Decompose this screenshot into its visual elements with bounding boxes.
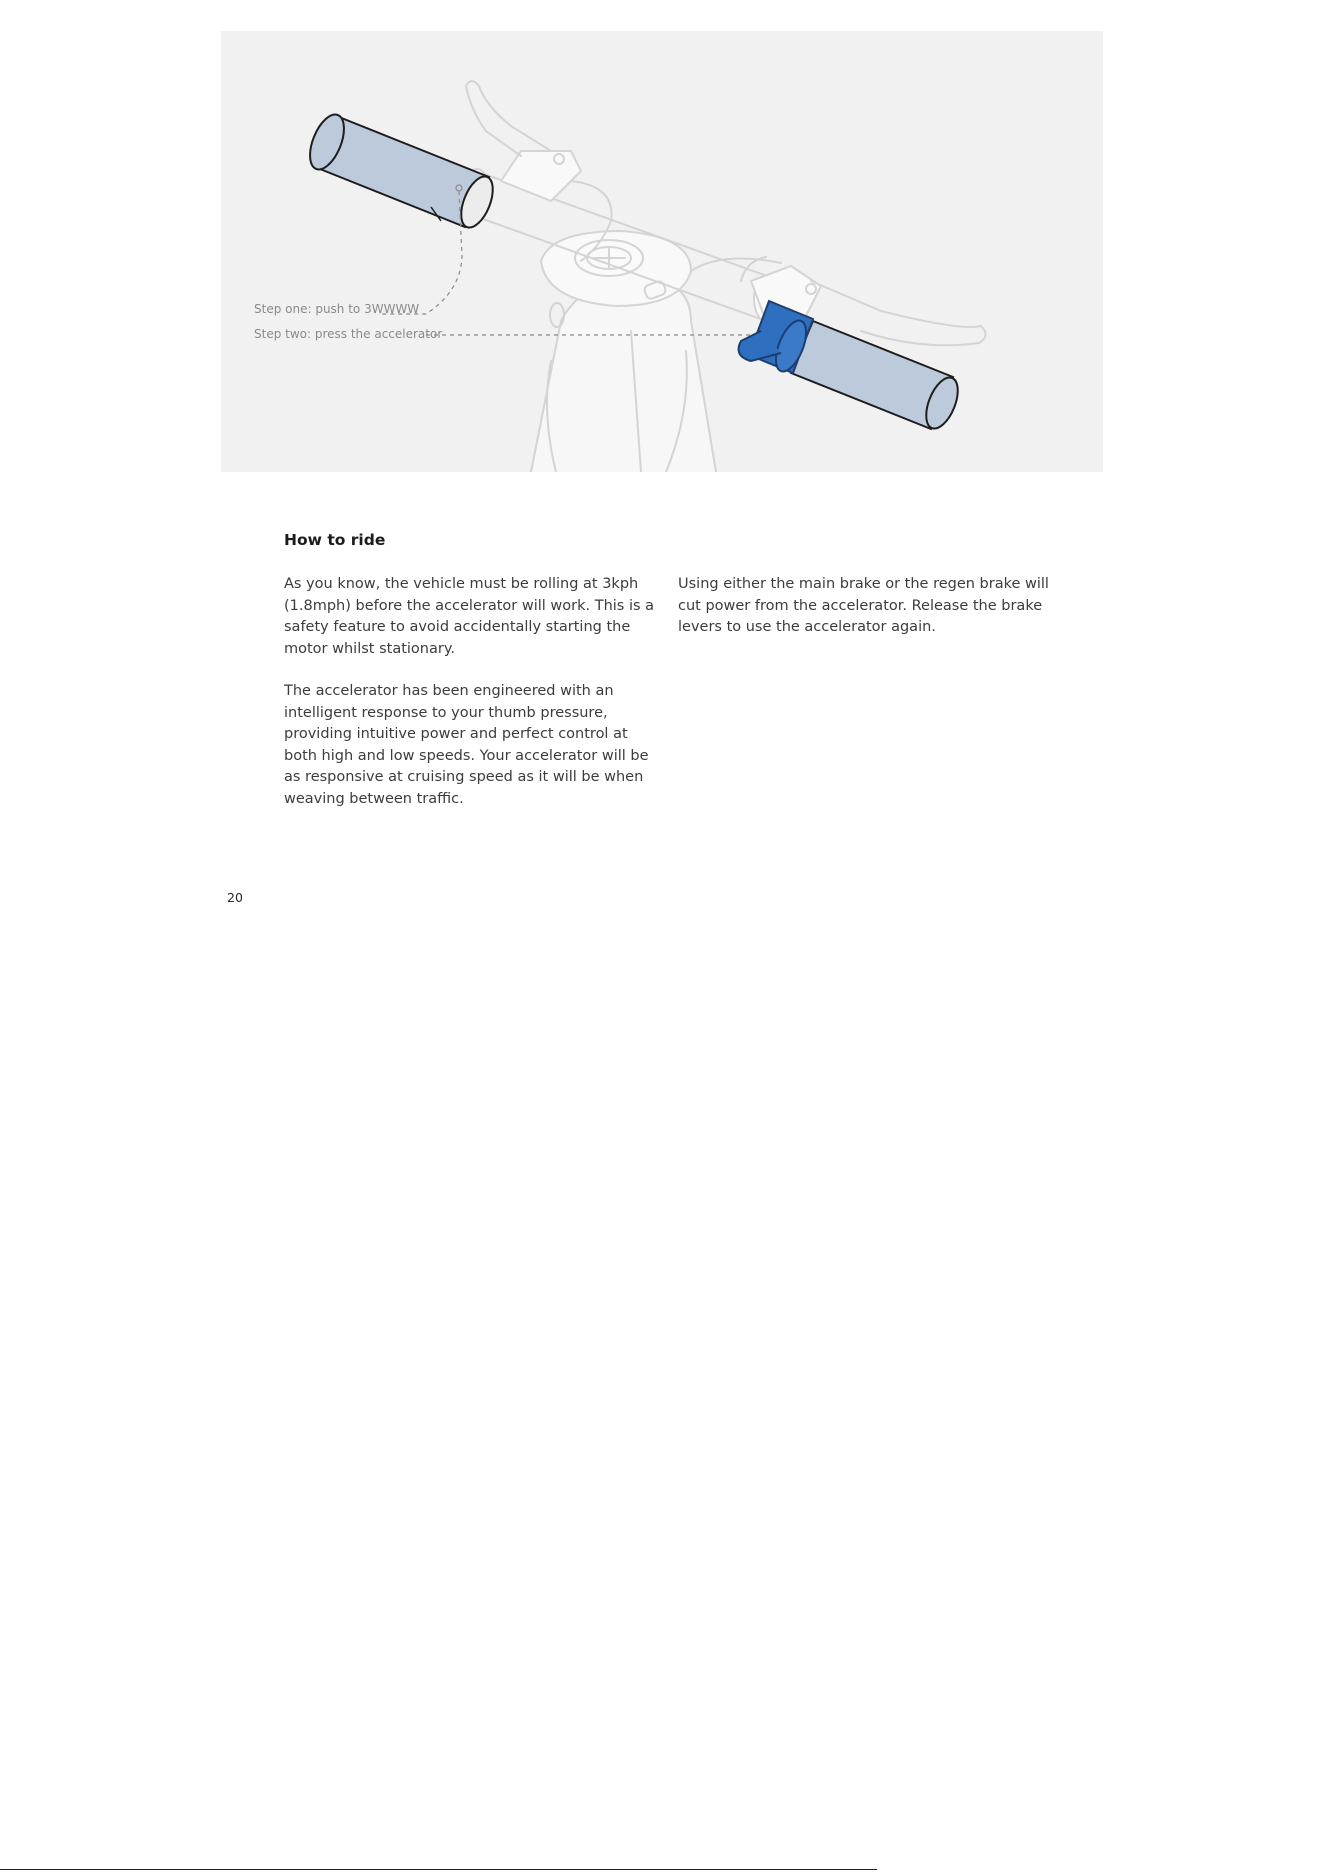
scooter-handlebar-illustration xyxy=(221,31,1103,472)
callout-step-one: Step one: push to 3WWWW xyxy=(254,302,420,316)
section-heading: How to ride xyxy=(284,531,386,549)
handlebar-drawing xyxy=(221,31,1103,472)
paragraph-rolling-speed: As you know, the vehicle must be rolling at 3kph (1.8mph) before the accelerator will work. This is a safety feature to avoid accidentally starting the motor whilst stationary. xyxy=(284,576,655,657)
right-grip xyxy=(791,321,964,433)
left-brake-lever xyxy=(501,151,581,201)
callout-step-two: Step two: press the accelerator xyxy=(254,327,443,341)
page-number: 20 xyxy=(227,890,243,905)
paragraph-brake-cut-power: Using either the main brake or the regen brake will cut power from the accelerator. Release the brake levers to use the accelerator again. xyxy=(678,576,1049,635)
paragraph-accelerator-response: The accelerator has been engineered with an intelligent response to your thumb pressure, providing intuitive power and perfect control at both high and low speeds. Your accelerator will be as responsive at cruising speed as it will be when weaving between traffic. xyxy=(284,683,649,807)
left-brake-blade xyxy=(466,81,551,156)
stem-light xyxy=(550,303,564,327)
footer-rule xyxy=(0,1869,877,1870)
left-grip xyxy=(303,110,499,232)
